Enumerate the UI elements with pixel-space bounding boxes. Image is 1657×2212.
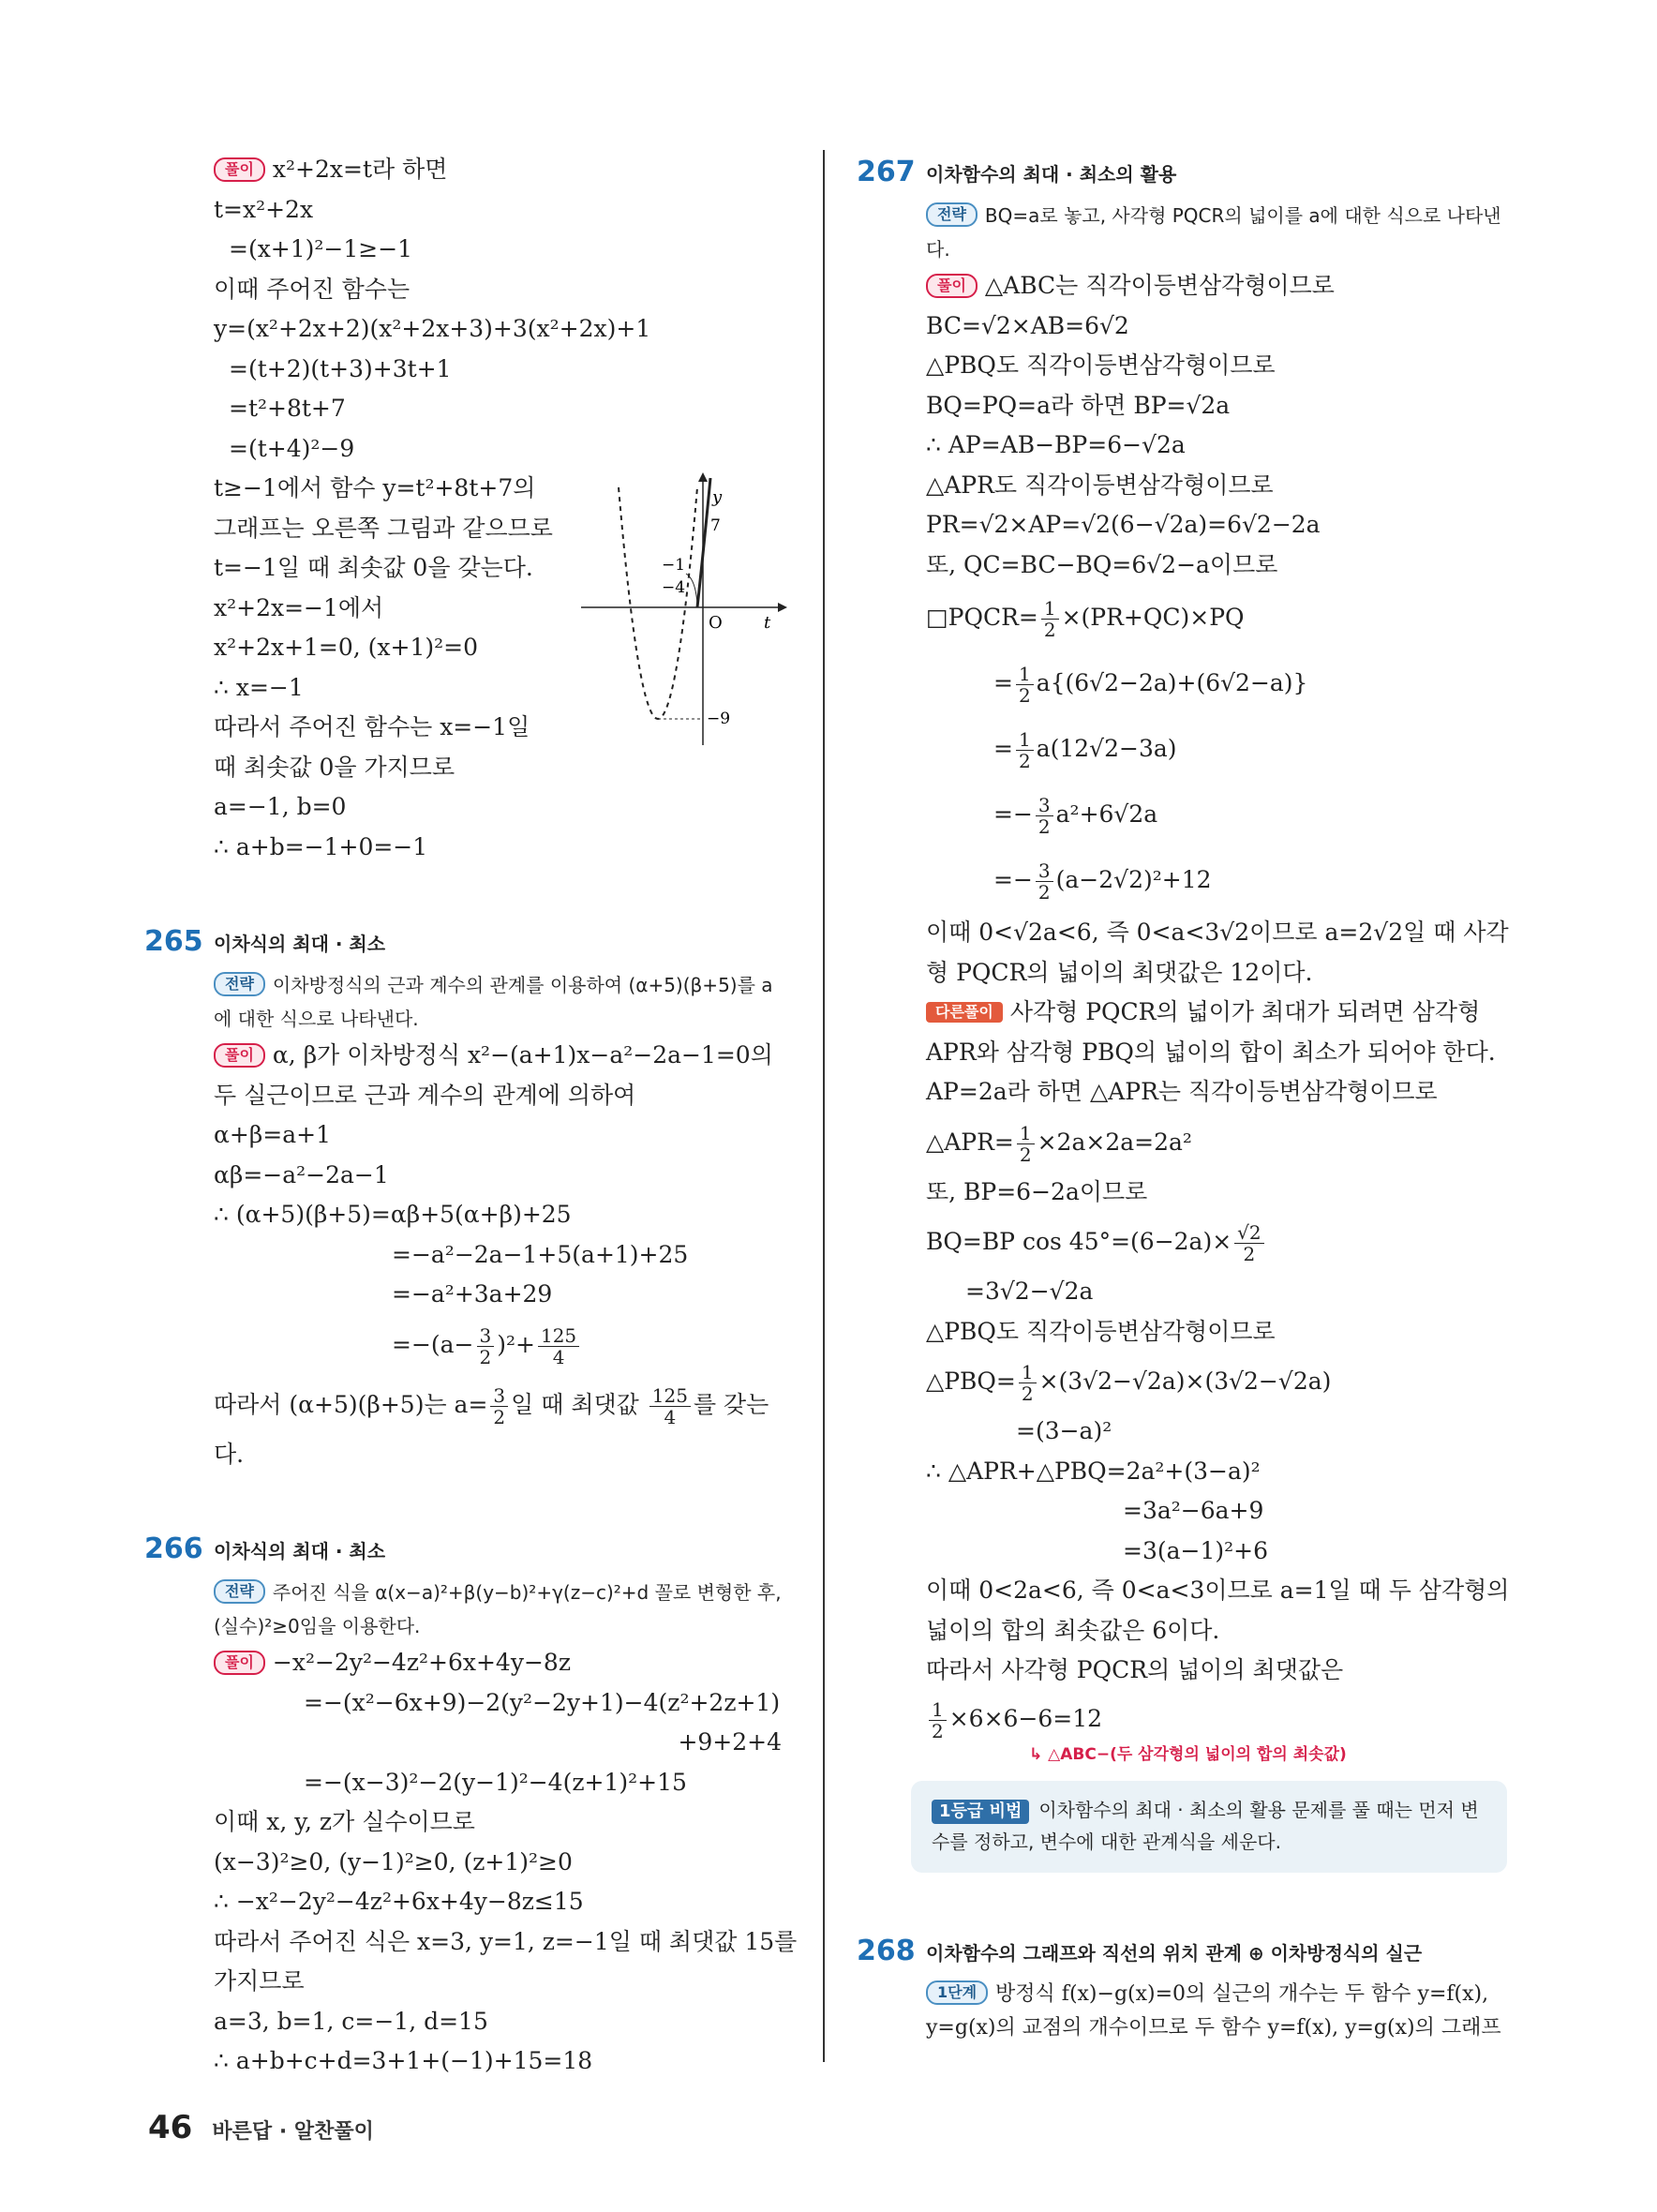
math-part: (a−2√2)²+12 bbox=[1055, 866, 1212, 893]
math-part: □PQCR= bbox=[926, 604, 1038, 631]
numerator: 3 bbox=[490, 1385, 508, 1407]
math-line bbox=[926, 716, 1507, 782]
alt-solution-line bbox=[926, 993, 1507, 1033]
numerator: 1 bbox=[1016, 729, 1034, 751]
math-part: a{(6√2−2a)+(6√2−a)} bbox=[1036, 669, 1308, 696]
strategy-text: BQ=a로 놓고, 사각형 PQCR의 넓이를 a에 대한 식으로 나타낸다. bbox=[926, 204, 1501, 261]
fraction-sqrt2-2 bbox=[1234, 1222, 1263, 1264]
math-line: =−(x²−6x+9)−2(y²−2y+1)−4(z²+2z+1) bbox=[304, 1688, 781, 1716]
math-line: △ABC는 직각이등변삼각형이므로 bbox=[984, 272, 1335, 299]
math-line: y=(x²+2x+2)(x²+2x+3)+3(x²+2x)+1 bbox=[214, 315, 651, 342]
origin-label: O bbox=[709, 613, 723, 633]
math-line: AP=2a라 하면 △APR는 직각이등변삼각형이므로 bbox=[926, 1078, 1438, 1105]
fraction-1-2 bbox=[1017, 1123, 1035, 1165]
math-line: △APR도 직각이등변삼각형이므로 bbox=[926, 471, 1274, 499]
strategy-note bbox=[214, 1576, 787, 1643]
math-line: a=−1, b=0 bbox=[214, 793, 347, 820]
math-line: (x−3)²≥0, (y−1)²≥0, (z+1)²≥0 bbox=[214, 1847, 573, 1876]
math-part: = bbox=[993, 735, 1013, 762]
left-column bbox=[144, 150, 798, 2082]
solution-tag: 풀이 bbox=[214, 1043, 265, 1068]
y-axis-arrow bbox=[698, 472, 708, 482]
solution-tag: 풀이 bbox=[214, 157, 265, 182]
math-part: ×(PR+QC)×PQ bbox=[1061, 604, 1245, 631]
label-7: 7 bbox=[710, 516, 721, 535]
math-part: BQ=BP cos 45°=(6−2a)× bbox=[926, 1228, 1232, 1255]
math-part: 일 때 최댓값 bbox=[511, 1390, 639, 1418]
math-part: a²+6√2a bbox=[1055, 800, 1158, 828]
fraction-3-2 bbox=[1036, 795, 1053, 837]
math-line: 이때 주어진 함수는 bbox=[214, 275, 411, 303]
t-axis-arrow bbox=[778, 603, 787, 612]
denominator: 2 bbox=[1243, 1243, 1256, 1265]
strategy-text: 이차방정식의 근과 계수의 관계를 이용하여 (α+5)(β+5)를 a에 대한 식으로 나타낸다. bbox=[214, 974, 773, 1030]
math-line: 두 실근이므로 근과 계수의 관계에 의하여 bbox=[214, 1081, 636, 1109]
denominator: 2 bbox=[1018, 684, 1031, 707]
tip-label: 1등급 비법 bbox=[932, 1800, 1029, 1824]
math-part: ×2a×2a=2a² bbox=[1037, 1128, 1192, 1156]
math-part: △PBQ= bbox=[926, 1368, 1016, 1395]
numerator: 125 bbox=[538, 1325, 579, 1347]
denominator: 2 bbox=[1019, 1143, 1032, 1166]
label-minus-4: −4 bbox=[662, 578, 686, 597]
math-line: =−(x−3)²−2(y−1)²−4(z+1)²+15 bbox=[304, 1768, 687, 1796]
solution-tag: 풀이 bbox=[214, 1651, 265, 1675]
math-line: x²+2x+1=0, (x+1)²=0 bbox=[214, 634, 479, 661]
math-line: t=−1일 때 최솟값 0을 갖는다. bbox=[214, 554, 533, 581]
parabola-solid bbox=[697, 478, 710, 607]
math-line bbox=[926, 847, 1507, 913]
label-minus-9: −9 bbox=[707, 710, 731, 728]
denominator: 2 bbox=[479, 1345, 492, 1368]
strategy-note bbox=[926, 199, 1507, 266]
math-line: ∴ a+b+c+d=3+1+(−1)+15=18 bbox=[214, 2047, 593, 2074]
numerator: 1 bbox=[1041, 598, 1059, 620]
spacer bbox=[214, 867, 787, 919]
fraction-1-2 bbox=[929, 1699, 947, 1741]
math-line: =(x+1)²−1≥−1 bbox=[229, 235, 413, 262]
numerator: 3 bbox=[477, 1325, 495, 1347]
numerator: 1 bbox=[929, 1699, 947, 1721]
solution-line bbox=[214, 150, 787, 190]
math-line: x²+2x=t라 하면 bbox=[272, 156, 448, 183]
conclusion-line: 다. bbox=[214, 1440, 245, 1468]
spacer bbox=[214, 1474, 787, 1527]
math-line: 사각형 PQCR의 넓이가 최대가 되려면 삼각형 bbox=[1009, 998, 1481, 1025]
math-line bbox=[926, 1113, 1507, 1173]
numerator: 3 bbox=[1036, 795, 1053, 816]
denominator: 4 bbox=[664, 1405, 677, 1428]
denominator: 2 bbox=[1037, 815, 1051, 838]
strategy-tag: 전략 bbox=[214, 1579, 265, 1604]
numerator: 1 bbox=[1016, 664, 1034, 685]
math-line: 또, BP=6−2a이므로 bbox=[926, 1177, 1148, 1205]
problem-number: 266 bbox=[144, 1532, 203, 1565]
math-line: =(t+2)(t+3)+3t+1 bbox=[229, 354, 452, 382]
alt-solution-tag: 다른풀이 bbox=[926, 1002, 1003, 1023]
math-line: −x²−2y²−4z²+6x+4y−8z bbox=[272, 1649, 571, 1676]
numerator: 1 bbox=[1017, 1123, 1035, 1144]
math-line: 형 PQCR의 넓이의 최댓값은 12이다. bbox=[926, 958, 1313, 986]
fraction-125-4 bbox=[538, 1325, 579, 1368]
math-line: 가지므로 bbox=[214, 1967, 305, 1995]
math-line: 또, QC=BC−BQ=6√2−a이므로 bbox=[926, 550, 1278, 578]
column-divider bbox=[823, 150, 825, 2062]
label-minus-1: −1 bbox=[662, 556, 686, 575]
math-line: 그래프는 오른쪽 그림과 같으므로 bbox=[214, 514, 553, 542]
math-part: ×6×6−6=12 bbox=[948, 1704, 1103, 1732]
fraction-1-2 bbox=[1019, 1362, 1037, 1404]
denominator: 2 bbox=[1037, 881, 1051, 904]
math-line: =−a²−2a−1+5(a+1)+25 bbox=[392, 1240, 689, 1268]
math-line: 이때 x, y, z가 실수이므로 bbox=[214, 1808, 475, 1835]
math-line: 따라서 주어진 함수는 x=−1일 bbox=[214, 713, 530, 740]
problem-267-header bbox=[857, 150, 1507, 199]
solution-tag: 풀이 bbox=[926, 274, 978, 298]
math-line bbox=[926, 782, 1507, 847]
denominator: 2 bbox=[1021, 1382, 1034, 1405]
problem-title: 이차함수의 그래프와 직선의 위치 관계 ⊕ 이차방정식의 실근 bbox=[926, 1941, 1423, 1965]
math-line: y=g(x)의 교점의 개수이므로 두 함수 y=f(x), y=g(x)의 그래프 bbox=[926, 2015, 1501, 2040]
math-line: =3(a−1)²+6 bbox=[1123, 1536, 1268, 1564]
solution-line bbox=[214, 1643, 787, 1683]
math-part: 를 갖는 bbox=[693, 1390, 769, 1418]
math-line: 넓이의 합의 최솟값은 6이다. bbox=[926, 1616, 1220, 1644]
problem-title: 이차식의 최대 · 최소 bbox=[214, 933, 386, 955]
math-line: a=3, b=1, c=−1, d=15 bbox=[214, 2007, 488, 2035]
math-line: t=x²+2x bbox=[214, 195, 314, 223]
math-line: 방정식 f(x)−g(x)=0의 실근의 개수는 두 함수 y=f(x), bbox=[995, 1981, 1489, 2006]
conclusion-line bbox=[214, 1375, 787, 1435]
math-line bbox=[926, 1212, 1507, 1272]
numerator: 1 bbox=[1019, 1362, 1037, 1383]
problem-number: 267 bbox=[857, 156, 916, 188]
arrow-to-minus-one bbox=[686, 574, 697, 604]
step-line bbox=[926, 1978, 1507, 2011]
math-line: =3a²−6a+9 bbox=[1123, 1497, 1264, 1524]
math-line: x²+2x=−1에서 bbox=[214, 593, 384, 621]
fraction-3-2 bbox=[477, 1325, 495, 1368]
solution-line bbox=[926, 266, 1507, 306]
math-part: )²+ bbox=[497, 1330, 535, 1358]
tip-text: 이차함수의 최대 · 최소의 활용 문제를 풀 때는 먼저 변수를 정하고, 변수에 대한 관계식을 세운다. bbox=[932, 1798, 1479, 1853]
page-footer bbox=[148, 2109, 374, 2146]
right-column bbox=[857, 150, 1510, 2045]
math-line: αβ=−a²−2a−1 bbox=[214, 1160, 389, 1188]
math-line: △PBQ도 직각이등변삼각형이므로 bbox=[926, 1317, 1276, 1345]
math-line: ∴ x=−1 bbox=[214, 673, 304, 701]
area-formula-line bbox=[926, 585, 1507, 650]
numerator: √2 bbox=[1234, 1222, 1263, 1244]
denominator: 2 bbox=[1043, 619, 1056, 641]
math-line: 이때 0<√2a<6, 즉 0<a<3√2이므로 a=2√2일 때 사각 bbox=[926, 919, 1509, 946]
fraction-1-2 bbox=[1016, 664, 1034, 706]
problem-title: 이차함수의 최대 · 최소의 활용 bbox=[926, 163, 1177, 186]
denominator: 2 bbox=[932, 1719, 944, 1742]
math-part: =−(a− bbox=[392, 1330, 474, 1358]
math-part: △APR= bbox=[926, 1128, 1014, 1156]
math-line: APR와 삼각형 PBQ의 넓이의 합이 최소가 되어야 한다. bbox=[926, 1038, 1496, 1066]
problem-268-header bbox=[857, 1929, 1507, 1978]
solution-line bbox=[214, 1036, 787, 1076]
math-line: =3√2−√2a bbox=[965, 1278, 1094, 1305]
y-axis-label: y bbox=[712, 487, 723, 507]
parabola-dashed bbox=[619, 487, 697, 719]
math-line: ∴ △APR+△PBQ=2a²+(3−a)² bbox=[926, 1457, 1261, 1485]
math-part: a(12√2−3a) bbox=[1036, 735, 1177, 762]
math-line: α, β가 이차방정식 x²−(a+1)x−a²−2a−1=0의 bbox=[272, 1041, 773, 1069]
math-line: 따라서 주어진 식은 x=3, y=1, z=−1일 때 최댓값 15를 bbox=[214, 1927, 798, 1955]
strategy-note bbox=[214, 968, 787, 1036]
numerator: 125 bbox=[649, 1385, 691, 1407]
math-line: ∴ a+b=−1+0=−1 bbox=[214, 832, 428, 860]
fraction-3-2 bbox=[1036, 860, 1053, 903]
math-part: = bbox=[993, 669, 1013, 696]
math-line: 때 최솟값 0을 가지므로 bbox=[214, 753, 455, 781]
fraction-3-2 bbox=[490, 1385, 508, 1427]
fraction-125-4 bbox=[649, 1385, 691, 1427]
math-line: +9+2+4 bbox=[678, 1728, 782, 1756]
math-line: PR=√2×AP=√2(6−√2a)=6√2−2a bbox=[926, 511, 1321, 538]
denominator: 2 bbox=[493, 1405, 506, 1428]
math-part: 따라서 (α+5)(β+5)는 a= bbox=[214, 1390, 488, 1418]
math-line: BC=√2×AB=6√2 bbox=[926, 311, 1129, 339]
fraction-1-2 bbox=[1041, 598, 1059, 640]
math-line bbox=[926, 1352, 1507, 1412]
math-line: =−a²+3a+29 bbox=[392, 1280, 553, 1308]
problem-number: 268 bbox=[857, 1934, 916, 1967]
annotation-note: ↳ △ABC−(두 삼각형의 넓이의 합의 최솟값) bbox=[1029, 1744, 1347, 1764]
problem-title: 이차식의 최대 · 최소 bbox=[214, 1540, 386, 1562]
page-number: 46 bbox=[148, 2109, 193, 2146]
problem-number: 265 bbox=[144, 925, 203, 958]
math-line: ∴ (α+5)(β+5)=αβ+5(α+β)+25 bbox=[214, 1201, 572, 1228]
math-line: =t²+8t+7 bbox=[229, 395, 346, 422]
book-title: 바른답 · 알찬풀이 bbox=[212, 2120, 374, 2144]
math-line: ∴ −x²−2y²−4z²+6x+4y−8z≤15 bbox=[214, 1888, 584, 1915]
fraction-1-2 bbox=[1016, 729, 1034, 771]
problem-266-header bbox=[144, 1527, 787, 1576]
strategy-text: 주어진 식을 α(x−a)²+β(y−b)²+γ(z−c)²+d 꼴로 변형한 후, (실수)²≥0임을 이용한다. bbox=[214, 1581, 782, 1637]
denominator: 2 bbox=[1018, 750, 1031, 772]
numerator: 3 bbox=[1036, 860, 1053, 882]
math-line bbox=[926, 650, 1507, 716]
tip-box bbox=[911, 1781, 1507, 1873]
math-part: =− bbox=[993, 866, 1033, 893]
math-line: α+β=a+1 bbox=[214, 1121, 331, 1148]
math-line: ∴ AP=AB−BP=6−√2a bbox=[926, 431, 1186, 458]
math-line: BQ=PQ=a라 하면 BP=√2a bbox=[926, 391, 1231, 419]
math-line: △PBQ도 직각이등변삼각형이므로 bbox=[926, 351, 1276, 379]
math-line-completed-square bbox=[214, 1315, 787, 1375]
t-axis-label: t bbox=[764, 613, 771, 633]
math-line: t≥−1에서 함수 y=t²+8t+7의 bbox=[214, 474, 536, 501]
math-line: 따라서 사각형 PQCR의 넓이의 최댓값은 bbox=[926, 1656, 1344, 1683]
math-line: 이때 0<2a<6, 즉 0<a<3이므로 a=1일 때 두 삼각형의 bbox=[926, 1577, 1510, 1604]
math-line bbox=[926, 1691, 1507, 1747]
math-part: ×(3√2−√2a)×(3√2−√2a) bbox=[1038, 1368, 1332, 1395]
math-line: =(t+4)²−9 bbox=[229, 434, 355, 462]
math-line: =(3−a)² bbox=[1016, 1417, 1112, 1444]
parabola-graph bbox=[581, 469, 797, 750]
spacer bbox=[926, 1882, 1507, 1929]
strategy-tag: 전략 bbox=[926, 202, 978, 227]
denominator: 4 bbox=[552, 1345, 565, 1368]
step-tag: 1단계 bbox=[926, 1980, 988, 2005]
problem-265-header bbox=[144, 919, 787, 968]
strategy-tag: 전략 bbox=[214, 972, 265, 996]
math-part: =− bbox=[993, 800, 1033, 828]
